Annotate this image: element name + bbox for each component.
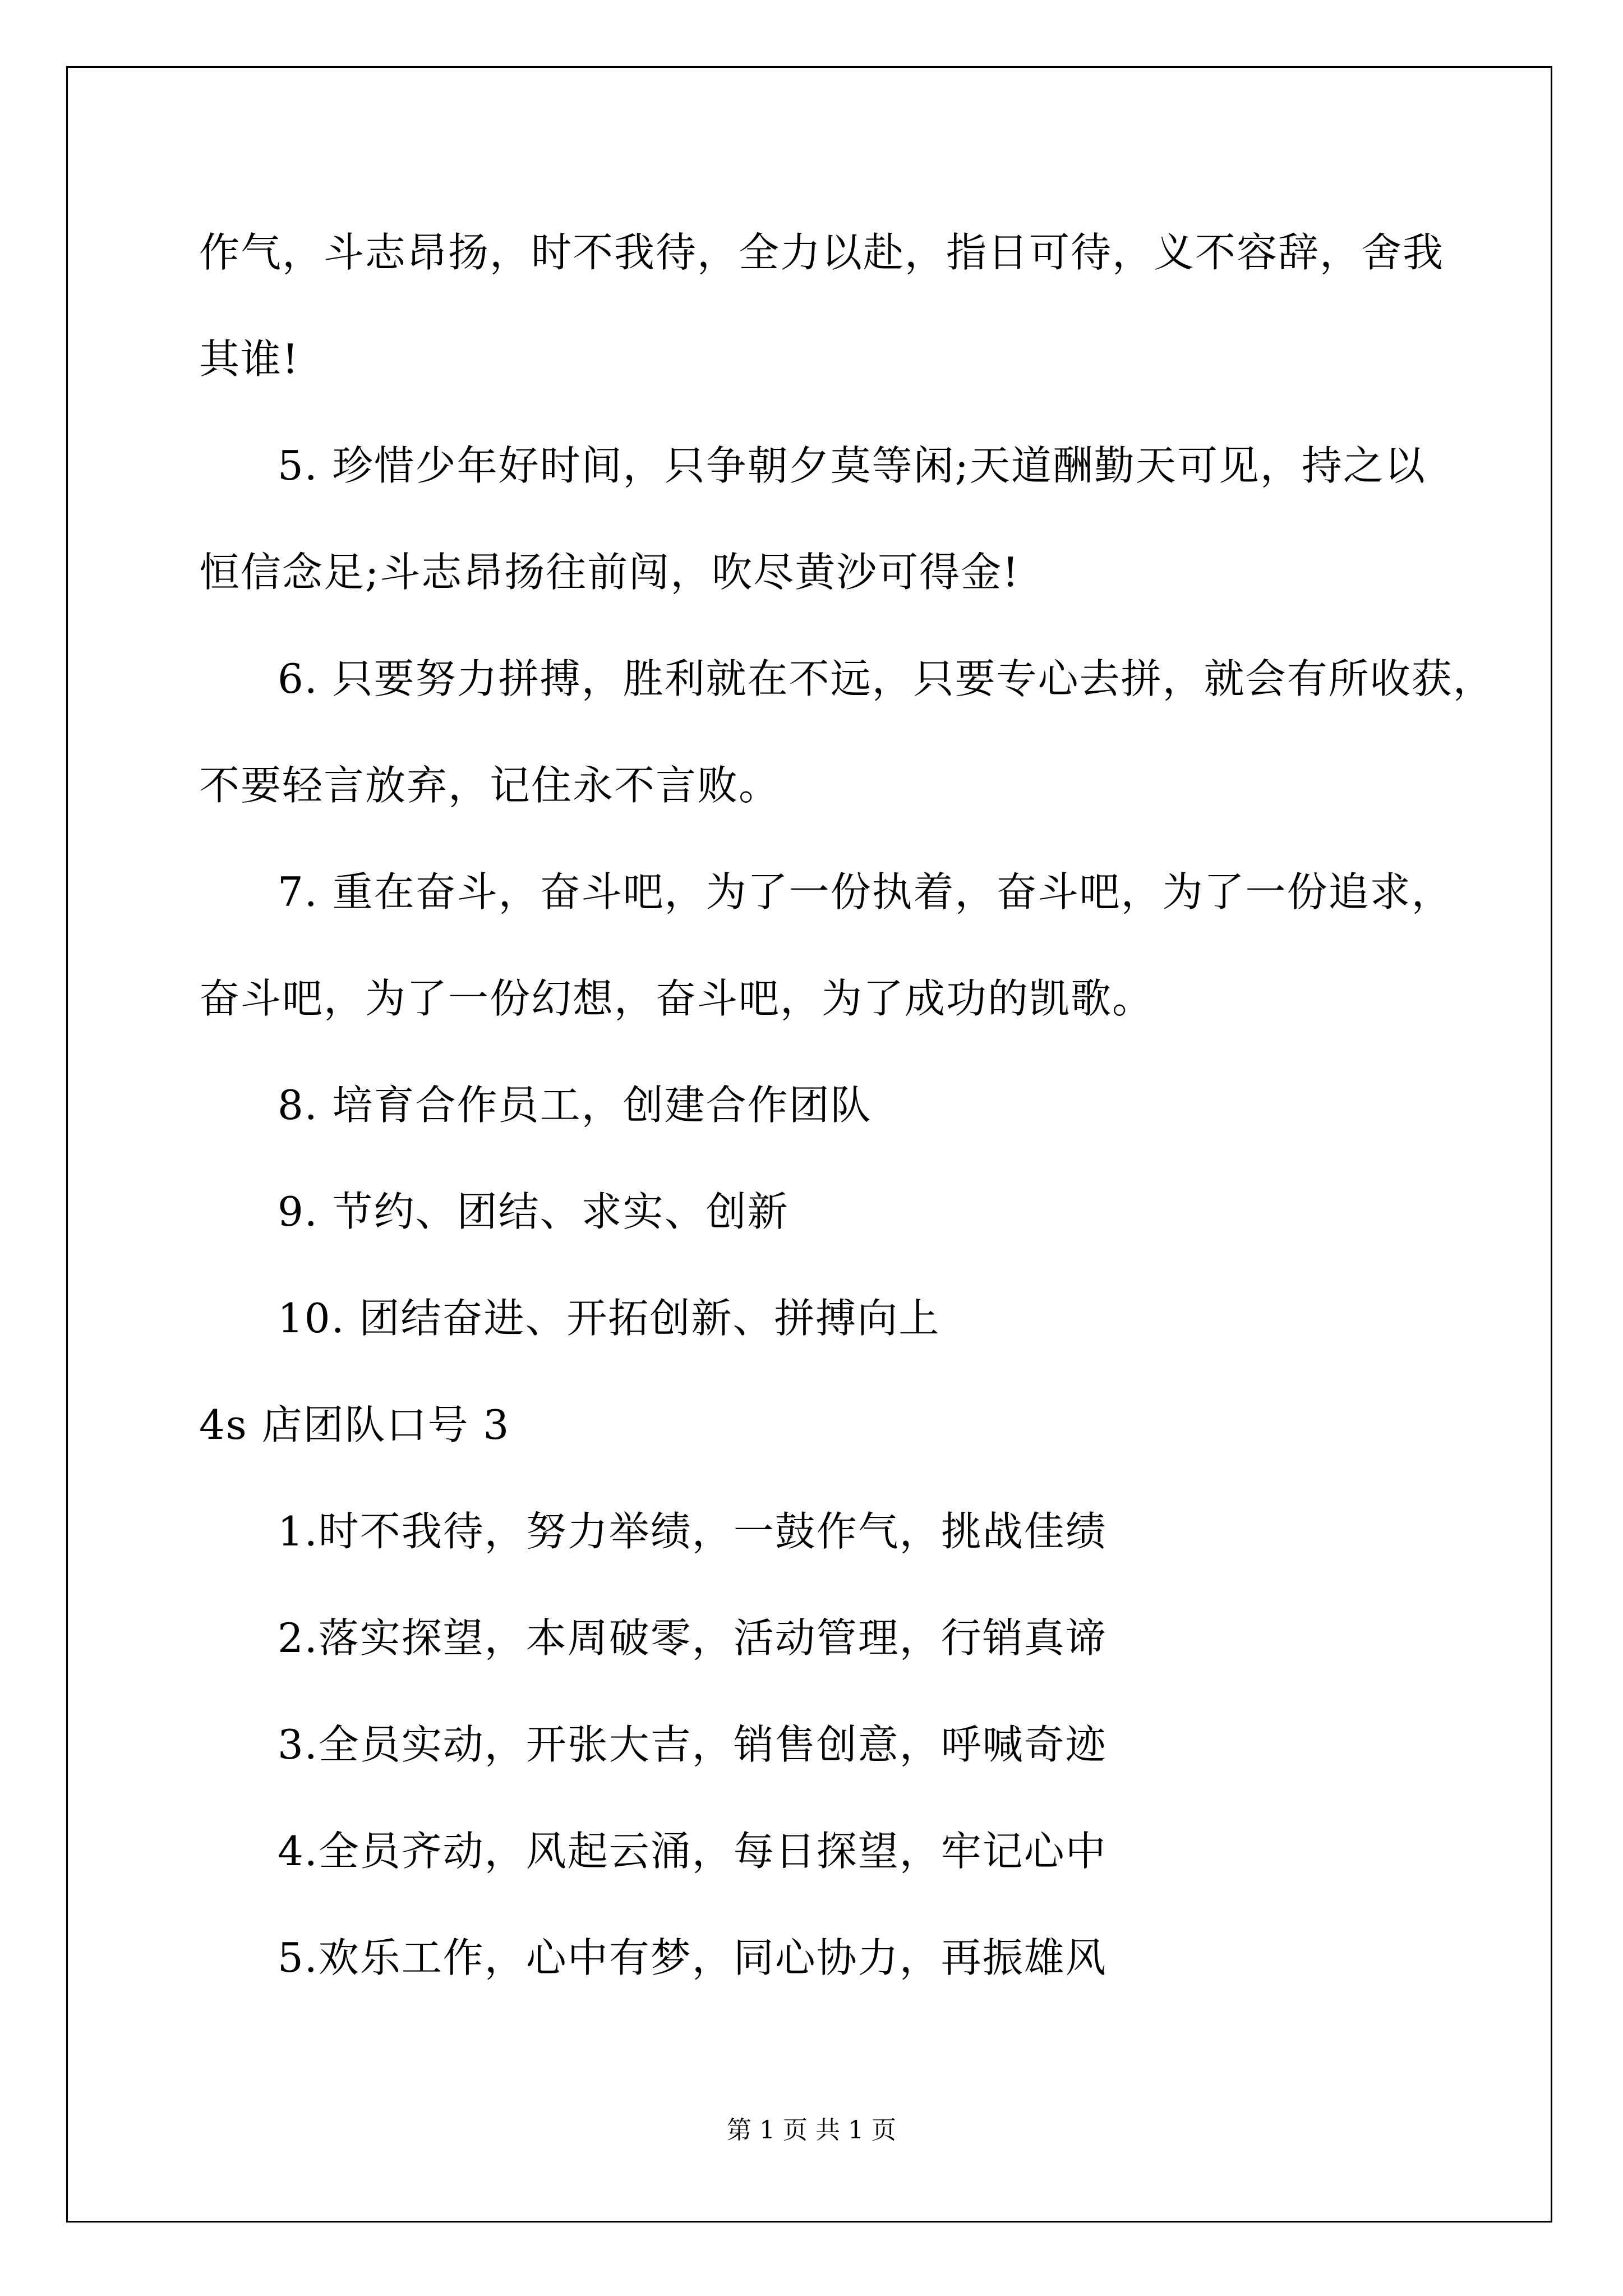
body-line-3: 5. 珍惜少年好时间，只争朝夕莫等闲;天道酬勤天可见，持之以 [278, 442, 1426, 489]
slogan-3: 3.全员实动，开张大吉，销售创意，呼喊奇迹 [278, 1721, 1107, 1768]
slogan-4: 4.全员齐动，风起云涌，每日探望，牢记心中 [278, 1828, 1107, 1875]
page-border [66, 66, 1552, 2223]
body-line-9: 8. 培育合作员工，创建合作团队 [278, 1082, 872, 1129]
body-line-7: 7. 重在奋斗，奋斗吧，为了一份执着，奋斗吧，为了一份追求， [278, 868, 1453, 915]
body-line-6: 不要轻言放弃，记住永不言败。 [199, 762, 781, 809]
body-line-2: 其谁! [199, 335, 299, 383]
page-indicator: 第 1 页 共 1 页 [727, 2116, 896, 2145]
body-line-10: 9. 节约、团结、求实、创新 [278, 1188, 789, 1235]
slogan-5: 5.欢乐工作，心中有梦，同心协力，再振雄风 [278, 1934, 1107, 1981]
slogan-1: 1.时不我待，努力举绩，一鼓作气，挑战佳绩 [278, 1508, 1107, 1555]
body-line-1: 作气，斗志昂扬，时不我待，全力以赴，指日可待，义不容辞，舍我 [199, 229, 1445, 276]
body-line-11: 10. 团结奋进、开拓创新、拼搏向上 [278, 1295, 940, 1342]
section-heading: 4s 店团队口号 3 [199, 1401, 510, 1448]
body-line-4: 恒信念足;斗志昂扬往前闯，吹尽黄沙可得金! [199, 549, 1020, 596]
body-line-5: 6. 只要努力拼搏，胜利就在不远，只要专心去拼，就会有所收获， [278, 655, 1495, 702]
body-line-8: 奋斗吧，为了一份幻想，奋斗吧，为了成功的凯歌。 [199, 975, 1154, 1022]
slogan-2: 2.落实探望，本周破零，活动管理，行销真谛 [278, 1614, 1107, 1662]
